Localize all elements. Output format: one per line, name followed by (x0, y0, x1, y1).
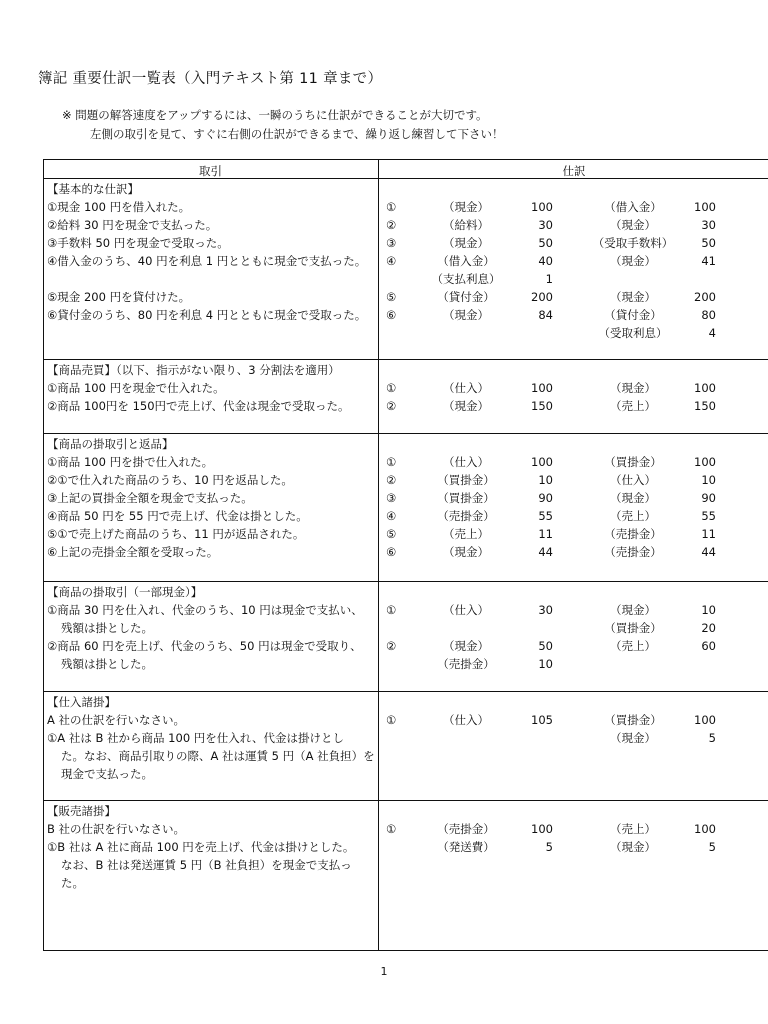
transaction-line: ⑤現金 200 円を貸付けた。 (47, 290, 191, 304)
transaction-line: ②①で仕入れた商品のうち、10 円を返品した。 (47, 473, 293, 487)
entry-number: ④ (386, 509, 397, 523)
credit-account: （現金） (610, 731, 656, 745)
transaction-line: ①商品 30 円を仕入れ、代金のうち、10 円は現金で支払い、 (47, 603, 363, 617)
credit-amount: 80 (701, 308, 716, 322)
transaction-line: ⑥上記の売掛金全額を受取った。 (47, 545, 219, 559)
credit-account: （買掛金） (604, 621, 662, 635)
transaction-line: ④借入金のうち、40 円を利息 1 円とともに現金で支払った。 (47, 254, 367, 268)
transaction-line: ②給料 30 円を現金で支払った。 (47, 218, 218, 232)
section-divider (43, 691, 768, 692)
debit-amount: 10 (538, 473, 553, 487)
credit-account: （仕入） (610, 473, 656, 487)
credit-account: （買掛金） (604, 455, 662, 469)
debit-account: （売掛金） (437, 822, 495, 836)
transaction-line: ⑤①で売上げた商品のうち、11 円が返品された。 (47, 527, 305, 541)
credit-account: （受取手数料） (592, 236, 674, 250)
credit-amount: 100 (694, 381, 716, 395)
credit-amount: 100 (694, 200, 716, 214)
transaction-line: ⑥貸付金のうち、80 円を利息 4 円とともに現金で受取った。 (47, 308, 367, 322)
credit-amount: 5 (708, 840, 716, 854)
debit-amount: 100 (531, 200, 553, 214)
transaction-line: ①A 社は B 社から商品 100 円を仕入れ、代金は掛けとし (47, 731, 344, 745)
transaction-line: ①現金 100 円を借入れた。 (47, 200, 191, 214)
entry-number: ⑤ (386, 290, 397, 304)
debit-account: （支払利息） (431, 272, 501, 286)
entry-number: ② (386, 639, 397, 653)
credit-account: （借入金） (604, 200, 662, 214)
debit-account: （現金） (443, 545, 489, 559)
credit-amount: 55 (701, 509, 716, 523)
credit-account: （現金） (610, 254, 656, 268)
debit-account: （売掛金） (437, 657, 495, 671)
debit-account: （売上） (443, 527, 489, 541)
debit-amount: 50 (538, 236, 553, 250)
page-title: 簿記 重要仕訳一覧表（入門テキスト第 11 章まで） (38, 71, 383, 87)
transaction-line: 残額は掛とした。 (61, 621, 153, 635)
debit-amount: 200 (531, 290, 553, 304)
debit-amount: 50 (538, 639, 553, 653)
credit-amount: 20 (701, 621, 716, 635)
debit-account: （現金） (443, 200, 489, 214)
transaction-line: ①商品 100 円を現金で仕入れた。 (47, 381, 225, 395)
transaction-line: た。なお、商品引取りの際、A 社は運賃 5 円（A 社負担）を (61, 749, 375, 763)
debit-account: （売掛金） (437, 509, 495, 523)
section-divider (43, 581, 768, 582)
entry-number: ⑥ (386, 308, 397, 322)
transaction-line: ①商品 100 円を掛で仕入れた。 (47, 455, 214, 469)
entry-number: ③ (386, 236, 397, 250)
transaction-line: ①B 社は A 社に商品 100 円を売上げ、代金は掛けとした。 (47, 840, 355, 854)
credit-amount: 100 (694, 713, 716, 727)
entry-number: ⑤ (386, 527, 397, 541)
debit-account: （現金） (443, 236, 489, 250)
transaction-line: ②商品 60 円を売上げ、代金のうち、50 円は現金で受取り、 (47, 639, 362, 653)
section-divider (43, 359, 768, 360)
credit-account: （現金） (610, 218, 656, 232)
credit-account: （売上） (610, 399, 656, 413)
credit-account: （現金） (610, 840, 656, 854)
debit-account: （仕入） (443, 381, 489, 395)
credit-account: （受取利息） (598, 326, 668, 340)
entry-number: ① (386, 381, 397, 395)
credit-account: （現金） (610, 603, 656, 617)
credit-amount: 100 (694, 455, 716, 469)
debit-amount: 90 (538, 491, 553, 505)
transaction-line: ③上記の買掛金全額を現金で支払った。 (47, 491, 253, 505)
debit-account: （買掛金） (437, 473, 495, 487)
section-divider (43, 433, 768, 434)
credit-account: （現金） (610, 290, 656, 304)
credit-amount: 50 (701, 236, 716, 250)
credit-amount: 30 (701, 218, 716, 232)
credit-amount: 4 (708, 326, 716, 340)
entry-number: ② (386, 218, 397, 232)
entry-number: ① (386, 455, 397, 469)
entry-number: ② (386, 473, 397, 487)
section-title: 【販売諸掛】 (47, 804, 116, 818)
credit-account: （売上） (610, 639, 656, 653)
section-title: 【商品の掛取引（一部現金）】 (47, 585, 203, 599)
transaction-line: ④商品 50 円を 55 円で売上げ、代金は掛とした。 (47, 509, 308, 523)
debit-amount: 40 (538, 254, 553, 268)
credit-amount: 11 (701, 527, 716, 541)
transaction-line: ③手数料 50 円を現金で受取った。 (47, 236, 229, 250)
credit-account: （現金） (610, 491, 656, 505)
transaction-line: 残額は掛とした。 (61, 657, 153, 671)
debit-account: （借入金） (437, 254, 495, 268)
credit-amount: 150 (694, 399, 716, 413)
debit-amount: 11 (538, 527, 553, 541)
credit-amount: 44 (701, 545, 716, 559)
note-line-1: ※ 問題の解答速度をアップするには、一瞬のうちに仕訳ができることが大切です。 (62, 108, 488, 122)
section-title: 【基本的な仕訳】 (47, 182, 139, 196)
credit-amount: 60 (701, 639, 716, 653)
debit-amount: 100 (531, 822, 553, 836)
section-title: 【仕入諸掛】 (47, 695, 116, 709)
section-title: 【商品売買】（以下、指示がない限り、3 分割法を適用） (47, 363, 340, 377)
debit-account: （仕入） (443, 455, 489, 469)
entry-number: ④ (386, 254, 397, 268)
entry-number: ① (386, 822, 397, 836)
credit-account: （買掛金） (604, 713, 662, 727)
note-line-2: 左側の取引を見て、すぐに右側の仕訳ができるまで、繰り返し練習して下さい！ (90, 127, 504, 141)
debit-amount: 44 (538, 545, 553, 559)
transaction-line: ②商品 100円を 150円で売上げ、代金は現金で受取った。 (47, 399, 350, 413)
credit-account: （現金） (610, 381, 656, 395)
debit-account: （買掛金） (437, 491, 495, 505)
credit-account: （売上） (610, 822, 656, 836)
entry-number: ① (386, 200, 397, 214)
credit-amount: 200 (694, 290, 716, 304)
credit-amount: 10 (701, 603, 716, 617)
header-entries: 仕訳 (562, 164, 586, 178)
debit-account: （貸付金） (437, 290, 495, 304)
transaction-line: た。 (61, 876, 84, 890)
entry-number: ① (386, 713, 397, 727)
debit-account: （仕入） (443, 603, 489, 617)
credit-amount: 10 (701, 473, 716, 487)
transaction-line: なお、B 社は発送運賃 5 円（B 社負担）を現金で支払っ (61, 858, 352, 872)
debit-amount: 1 (545, 272, 553, 286)
debit-amount: 100 (531, 455, 553, 469)
credit-account: （売上） (610, 509, 656, 523)
debit-account: （発送費） (437, 840, 495, 854)
debit-amount: 55 (538, 509, 553, 523)
debit-amount: 5 (545, 840, 553, 854)
debit-amount: 30 (538, 603, 553, 617)
debit-amount: 30 (538, 218, 553, 232)
credit-amount: 100 (694, 822, 716, 836)
entry-number: ③ (386, 491, 397, 505)
credit-amount: 5 (708, 731, 716, 745)
transaction-line: A 社の仕訳を行いなさい。 (47, 713, 186, 727)
debit-amount: 84 (538, 308, 553, 322)
entry-number: ① (386, 603, 397, 617)
transaction-line: B 社の仕訳を行いなさい。 (47, 822, 186, 836)
debit-account: （仕入） (443, 713, 489, 727)
debit-amount: 100 (531, 381, 553, 395)
debit-account: （現金） (443, 399, 489, 413)
debit-account: （現金） (443, 639, 489, 653)
debit-amount: 150 (531, 399, 553, 413)
column-divider (378, 159, 379, 951)
section-title: 【商品の掛取引と返品】 (47, 437, 174, 451)
debit-amount: 105 (531, 713, 553, 727)
section-divider (43, 800, 768, 801)
page-number: 1 (380, 965, 388, 978)
entry-number: ② (386, 399, 397, 413)
debit-amount: 10 (538, 657, 553, 671)
credit-account: （売掛金） (604, 527, 662, 541)
credit-amount: 90 (701, 491, 716, 505)
credit-account: （貸付金） (604, 308, 662, 322)
credit-account: （売掛金） (604, 545, 662, 559)
transaction-line: 現金で支払った。 (61, 767, 153, 781)
header-transactions: 取引 (199, 164, 222, 178)
debit-account: （給料） (443, 218, 489, 232)
debit-account: （現金） (443, 308, 489, 322)
entry-number: ⑥ (386, 545, 397, 559)
credit-amount: 41 (701, 254, 716, 268)
